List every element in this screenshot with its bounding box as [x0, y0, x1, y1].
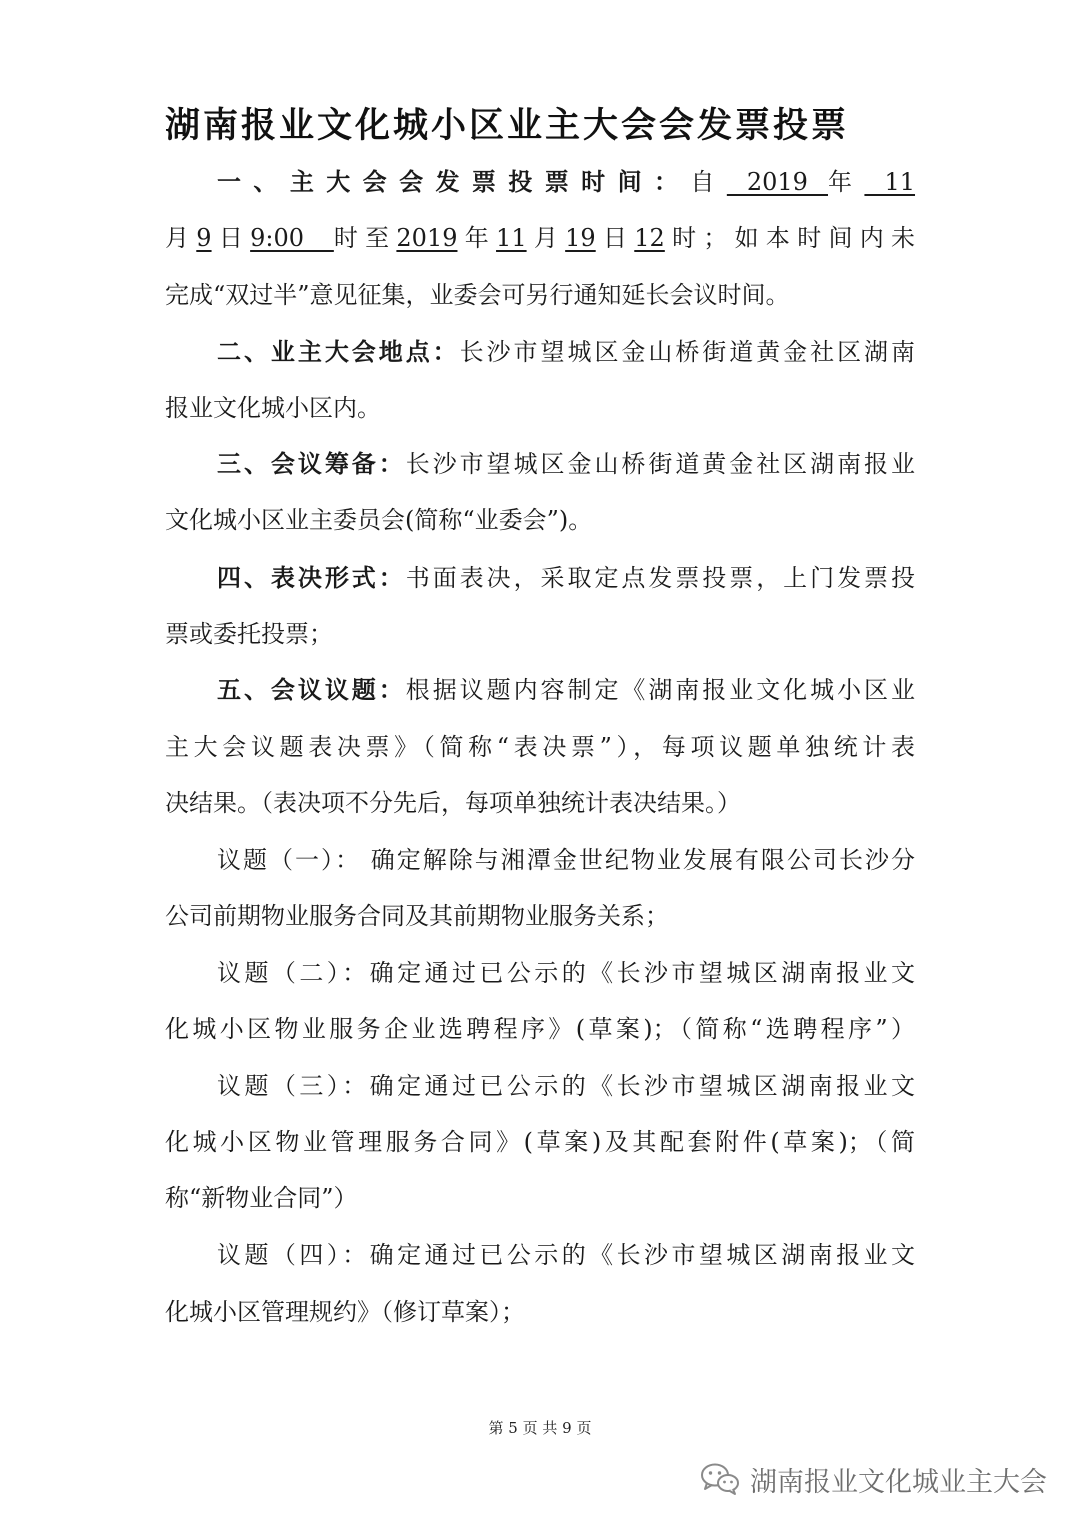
end-year: 2019	[396, 224, 458, 252]
topic-2-line-2: 化城小区物业服务企业选聘程序》(草案)；（简称“选聘程序”）	[165, 1015, 915, 1043]
start-day: 9	[196, 224, 212, 252]
section-2-line-1: 二、业主大会地点：长沙市望城区金山桥街道黄金社区湖南	[217, 337, 915, 366]
topic-3-line-3: 称“新物业合同”）	[165, 1184, 358, 1212]
section-1-line-2: 月9日9:00 时至2019年11月19日12时；如本时间内未	[165, 224, 916, 252]
section-2-heading: 二、业主大会地点：	[217, 337, 460, 366]
section-1-line-3: 完成“双过半”意见征集，业委会可另行通知延长会议时间。	[165, 281, 790, 309]
end-day: 19	[565, 224, 596, 252]
wechat-watermark	[700, 1457, 1047, 1501]
section-2-line-2: 报业文化城小区内。	[165, 394, 381, 422]
document-title: 湖南报业文化城小区业主大会会发票投票	[165, 105, 850, 146]
section-1-line-1: 一、主大会会发票投票时间：自 2019 年 11	[217, 167, 916, 196]
topic-3-line-1: 议题（三）：确定通过已公示的《长沙市望城区湖南报业文	[217, 1072, 915, 1100]
topic-1-line-1: 议题（一）： 确定解除与湘潭金世纪物业发展有限公司长沙分	[217, 846, 915, 874]
end-month: 11	[496, 224, 527, 252]
watermark-text: 湖南报业文化城业主大会	[750, 1466, 1047, 1498]
topic-1-line-2: 公司前期物业服务合同及其前期物业服务关系；	[165, 902, 669, 930]
section-3-line-2: 文化城小区业主委员会(简称“业委会”)。	[165, 506, 593, 534]
section-3-line-1: 三、会议筹备：长沙市望城区金山桥街道黄金社区湖南报业	[217, 449, 916, 478]
topic-4-line-2: 化城小区管理规约》（修订草案）；	[165, 1298, 525, 1326]
section-4-heading: 四、表决形式：	[217, 563, 406, 592]
start-month: 11	[864, 168, 916, 196]
section-5-heading: 五、会议议题：	[217, 675, 406, 704]
start-year: 2019	[726, 168, 828, 196]
page-number: 第 5 页 共 9 页	[488, 1419, 592, 1437]
topic-2-line-1: 议题（二）：确定通过已公示的《长沙市望城区湖南报业文	[217, 959, 915, 987]
section-5-line-3: 决结果。（表决项不分先后，每项单独统计表决结果。）	[165, 789, 741, 817]
section-1-heading: 一、主大会会发票投票时间：	[217, 167, 691, 196]
section-4-line-1: 四、表决形式：书面表决，采取定点发票投票，上门发票投	[217, 563, 916, 592]
section-5-line-2: 主大会议题表决票》（简称“表决票”），每项议题单独统计表	[165, 733, 915, 761]
topic-3-line-2: 化城小区物业管理服务合同》(草案)及其配套附件(草案)；（简	[165, 1128, 915, 1156]
wechat-icon	[700, 1462, 740, 1496]
section-3-heading: 三、会议筹备：	[217, 449, 406, 478]
end-hour: 12	[634, 224, 665, 252]
section-4-line-2: 票或委托投票；	[165, 620, 333, 648]
section-5-line-1: 五、会议议题：根据议题内容制定《湖南报业文化城小区业	[217, 675, 916, 704]
topic-4-line-1: 议题（四）：确定通过已公示的《长沙市望城区湖南报业文	[217, 1241, 915, 1269]
start-time: 9:00	[250, 224, 334, 252]
